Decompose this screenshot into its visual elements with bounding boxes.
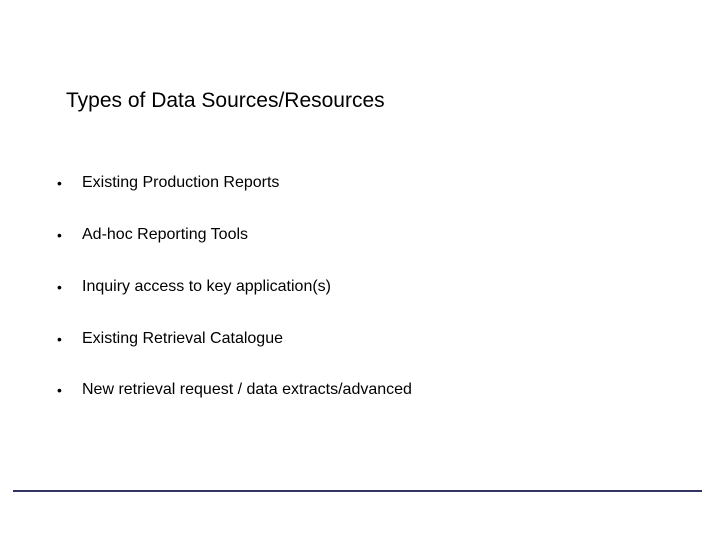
bullet-text: Existing Production Reports [82,174,280,191]
bottom-divider [13,490,702,492]
bullet-text: New retrieval request / data extracts/advanced [82,381,412,398]
bullet-text: Existing Retrieval Catalogue [82,330,283,347]
bullet-icon: • [57,279,62,295]
bullet-icon: • [57,175,62,191]
bullet-icon: • [57,331,62,347]
bullet-icon: • [57,227,62,243]
bullet-icon: • [57,382,62,398]
bullet-text: Ad-hoc Reporting Tools [82,226,249,243]
bullet-text: Inquiry access to key application(s) [82,278,331,295]
slide-title: Types of Data Sources/Resources [66,89,385,112]
